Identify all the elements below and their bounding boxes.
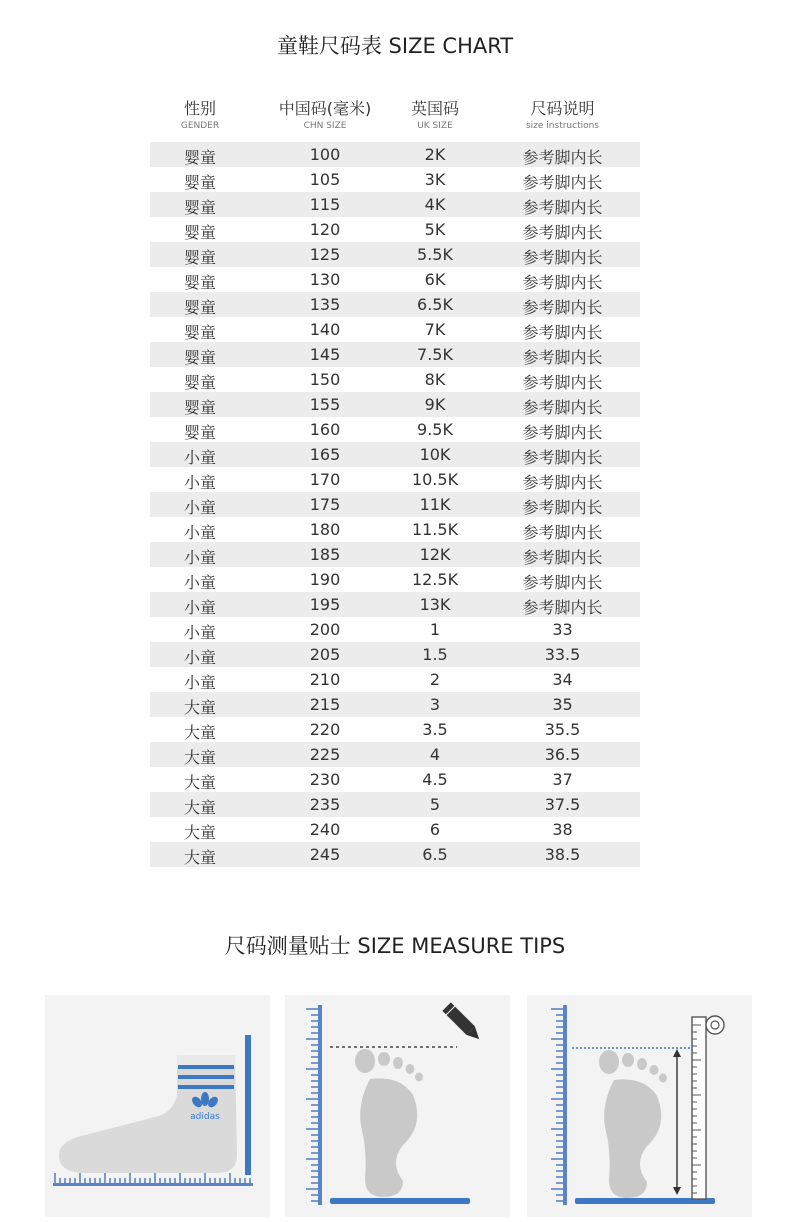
instruction-cell: 参考脚内长 [522,498,603,517]
header-chn-size-cn: 中国码(毫米) [278,99,372,118]
gender-cell: 婴童 [183,423,216,442]
gender-cell: 小童 [183,473,216,492]
uk-size-cell: 5.5K [417,245,453,264]
uk-size-cell: 3K [424,170,446,189]
header-gender-en: GENDER [180,121,220,131]
gender-cell: 大童 [183,798,216,817]
gender-cell: 婴童 [183,173,216,192]
chn-size-cell: 170 [309,470,341,489]
uk-size-cell: 4K [424,195,446,214]
chn-size-cell: 190 [309,570,341,589]
uk-size-cell: 6 [429,820,441,839]
uk-size-cell: 11K [419,495,451,514]
gender-cell: 婴童 [183,223,216,242]
tips-title: 尺码测量贴士 SIZE MEASURE TIPS [224,934,566,958]
uk-size-cell: 2 [429,670,441,689]
instruction-cell: 35 [552,695,573,714]
instruction-cell: 34 [552,670,573,689]
header-instructions [490,98,635,132]
gender-cell: 小童 [183,623,216,642]
instruction-cell: 参考脚内长 [522,473,603,492]
table-row [150,742,640,767]
chn-size-cell: 165 [309,445,341,464]
chn-size-cell: 160 [309,420,341,439]
chn-size-cell: 175 [309,495,341,514]
chn-size-cell: 145 [309,345,341,364]
instruction-cell: 36.5 [544,745,581,764]
header-chn-size [260,98,390,132]
chn-size-cell: 180 [309,520,341,539]
chn-size-cell: 130 [309,270,341,289]
gender-cell: 小童 [183,573,216,592]
gender-cell: 小童 [183,648,216,667]
instruction-cell: 参考脚内长 [522,148,603,167]
table-row [150,592,640,617]
chn-size-cell: 120 [309,220,341,239]
header-uk-size-cn: 英国码 [410,99,459,118]
chn-size-cell: 220 [309,720,341,739]
foot-with-pencil-icon [285,995,510,1217]
gender-cell: 婴童 [183,198,216,217]
instruction-cell: 37.5 [544,795,581,814]
foot-with-tape-measure-icon [527,995,752,1217]
uk-size-cell: 3.5 [422,720,448,739]
gender-cell: 大童 [183,773,216,792]
table-row [150,692,640,717]
size-table [150,142,640,867]
table-row [150,617,640,642]
table-row [150,442,640,467]
instruction-cell: 参考脚内长 [522,298,603,317]
table-row [150,642,640,667]
table-row [150,542,640,567]
gender-cell: 大童 [183,823,216,842]
instruction-cell: 参考脚内长 [522,423,603,442]
instruction-cell: 参考脚内长 [522,448,603,467]
uk-size-cell: 7K [424,320,446,339]
gender-cell: 大童 [183,848,216,867]
gender-cell: 婴童 [183,148,216,167]
uk-size-cell: 10K [419,445,451,464]
header-chn-size-en: CHN SIZE [303,121,347,131]
chn-size-cell: 225 [309,745,341,764]
gender-cell: 婴童 [183,323,216,342]
uk-size-cell: 2K [424,145,446,164]
instruction-cell: 参考脚内长 [522,198,603,217]
uk-size-cell: 4 [429,745,441,764]
table-row [150,367,640,392]
table-row [150,467,640,492]
gender-cell: 婴童 [183,248,216,267]
table-row [150,667,640,692]
table-row [150,492,640,517]
gender-cell: 大童 [183,748,216,767]
table-row [150,767,640,792]
instruction-cell: 35.5 [544,720,581,739]
uk-size-cell: 1 [429,620,441,639]
uk-size-cell: 12.5K [411,570,459,589]
header-instructions-cn: 尺码说明 [530,99,595,118]
instruction-cell: 参考脚内长 [522,523,603,542]
uk-size-cell: 12K [419,545,451,564]
header-gender [150,98,250,132]
header-uk-size [380,98,490,132]
uk-size-cell: 9.5K [417,420,453,439]
gender-cell: 婴童 [183,348,216,367]
sock-with-ruler-icon [45,995,270,1217]
chn-size-cell: 125 [309,245,341,264]
table-row [150,417,640,442]
chn-size-cell: 105 [309,170,341,189]
header-gender-cn: 性别 [183,99,216,118]
table-row [150,567,640,592]
table-row [150,317,640,342]
chn-size-cell: 195 [309,595,341,614]
instruction-cell: 参考脚内长 [522,273,603,292]
uk-size-cell: 13K [419,595,451,614]
table-row [150,517,640,542]
chn-size-cell: 205 [309,645,341,664]
table-row [150,192,640,217]
instruction-cell: 33.5 [544,645,581,664]
instruction-cell: 参考脚内长 [522,548,603,567]
instruction-cell: 38.5 [544,845,581,864]
uk-size-cell: 11.5K [411,520,459,539]
gender-cell: 小童 [183,548,216,567]
uk-size-cell: 10.5K [411,470,459,489]
chn-size-cell: 115 [309,195,341,214]
uk-size-cell: 7.5K [417,345,453,364]
table-row [150,167,640,192]
instruction-cell: 参考脚内长 [522,323,603,342]
brand-text: adidas [190,1112,220,1122]
chn-size-cell: 235 [309,795,341,814]
instruction-cell: 参考脚内长 [522,373,603,392]
uk-size-cell: 9K [424,395,446,414]
gender-cell: 小童 [183,448,216,467]
uk-size-cell: 8K [424,370,446,389]
uk-size-cell: 5K [424,220,446,239]
table-row [150,267,640,292]
uk-size-cell: 5 [429,795,441,814]
gender-cell: 大童 [183,698,216,717]
instruction-cell: 参考脚内长 [522,348,603,367]
uk-size-cell: 6K [424,270,446,289]
gender-cell: 婴童 [183,273,216,292]
table-row [150,242,640,267]
gender-cell: 婴童 [183,298,216,317]
tip-panel-sock [45,995,270,1217]
instruction-cell: 37 [552,770,573,789]
table-row [150,342,640,367]
chn-size-cell: 100 [309,145,341,164]
chn-size-cell: 200 [309,620,341,639]
chn-size-cell: 135 [309,295,341,314]
uk-size-cell: 6.5 [422,845,448,864]
uk-size-cell: 4.5 [422,770,448,789]
table-row [150,142,640,167]
table-row [150,842,640,867]
table-row [150,292,640,317]
instruction-cell: 33 [552,620,573,639]
gender-cell: 小童 [183,598,216,617]
instruction-cell: 参考脚内长 [522,173,603,192]
instruction-cell: 38 [552,820,573,839]
uk-size-cell: 6.5K [417,295,453,314]
table-row [150,717,640,742]
instruction-cell: 参考脚内长 [522,248,603,267]
table-row [150,392,640,417]
gender-cell: 小童 [183,523,216,542]
instruction-cell: 参考脚内长 [522,573,603,592]
gender-cell: 小童 [183,673,216,692]
chn-size-cell: 245 [309,845,341,864]
gender-cell: 婴童 [183,398,216,417]
chn-size-cell: 230 [309,770,341,789]
chn-size-cell: 150 [309,370,341,389]
header-uk-size-en: UK SIZE [417,121,453,131]
page-title: 童鞋尺码表 SIZE CHART [276,34,514,58]
chn-size-cell: 240 [309,820,341,839]
table-row [150,817,640,842]
instruction-cell: 参考脚内长 [522,598,603,617]
gender-cell: 小童 [183,498,216,517]
header-instructions-en: size instructions [525,121,599,131]
tip-panel-pencil [285,995,510,1217]
chn-size-cell: 210 [309,670,341,689]
uk-size-cell: 1.5 [422,645,448,664]
gender-cell: 婴童 [183,373,216,392]
instruction-cell: 参考脚内长 [522,223,603,242]
table-row [150,217,640,242]
gender-cell: 大童 [183,723,216,742]
chn-size-cell: 185 [309,545,341,564]
instruction-cell: 参考脚内长 [522,398,603,417]
chn-size-cell: 140 [309,320,341,339]
tip-panel-tape [527,995,752,1217]
chn-size-cell: 155 [309,395,341,414]
chn-size-cell: 215 [309,695,341,714]
uk-size-cell: 3 [429,695,441,714]
table-row [150,792,640,817]
